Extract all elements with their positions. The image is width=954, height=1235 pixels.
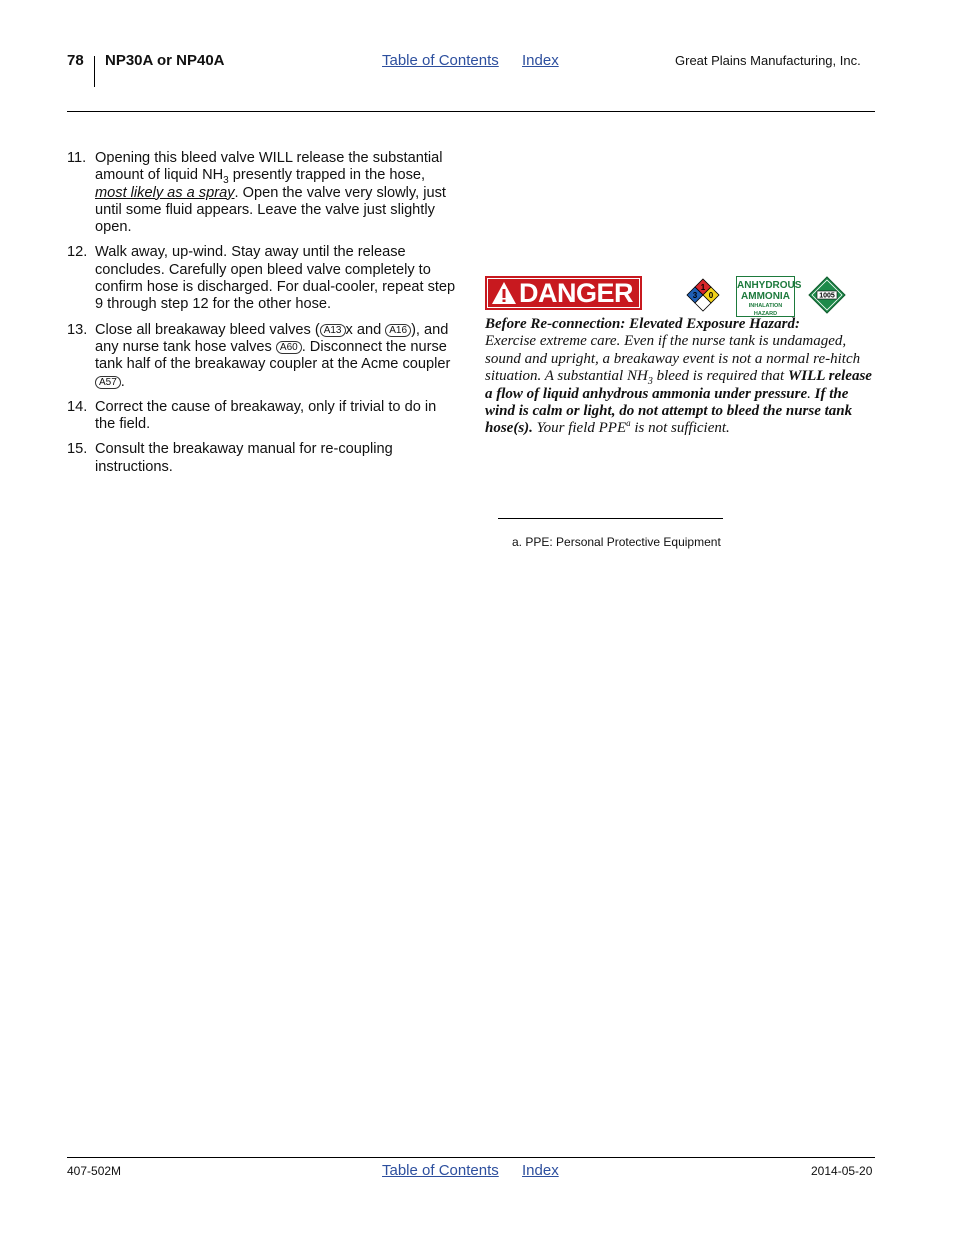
step-number: 15.: [67, 441, 88, 458]
steps-list: [67, 150, 459, 484]
step-text: Walk away, up-wind. Stay away until the release concludes. Carefully open bleed valve completely to confirm hose is discharged. For dual-cooler, repeat step 9 through step 12 for the other hose.: [95, 244, 456, 313]
callout-a60: A60: [276, 341, 302, 354]
warning-triangle-icon: [491, 280, 517, 306]
danger-body: Exercise extreme care. Even if the nurse tank is undamaged, sound and upright, a breakaway event is not a normal re-hitch situation. A substantial $NH_3$ bleed is required that WILL release a flow of liquid anhydrous ammonia under pressure. If the wind is calm or light, do not attempt to bleed the nurse tank hose(s). Your field PPE$^a$ is not sufficient.: [485, 333, 872, 437]
callout-a16: A16: [385, 324, 411, 337]
callout-a13: A13: [320, 324, 346, 337]
anhydrous-ammonia-label: ANHYDROUS AMMONIA INHALATION HAZARD: [736, 276, 795, 317]
header-rule: [67, 111, 875, 112]
step-text: Close all breakaway bleed valves ( A13 x and A16 ), and any nurse tank hose valves A60 . Disconnect the nurse tank half of the breakaway coupler at the Acme coupler A57 .: [95, 321, 451, 390]
footer-rule: [67, 1157, 875, 1158]
page-number: 78: [67, 52, 84, 69]
emphasis: most likely as a spray: [95, 184, 235, 201]
danger-heading: Before Re-connection: Elevated Exposure Hazard:: [485, 316, 800, 332]
hazmat-placard-icon: [808, 276, 846, 314]
step-text: Correct the cause of breakaway, only if trivial to do in the field.: [95, 398, 437, 433]
nfpa-health: 3: [692, 291, 698, 300]
danger-badge: [485, 276, 642, 310]
placard-number: 1005: [819, 292, 835, 300]
footnote-marker: a: [626, 418, 631, 429]
list-item: [67, 399, 459, 434]
document-number: 407-502M: [67, 1164, 122, 1178]
step-number: 11.: [67, 150, 87, 166]
company-name: Great Plains Manufacturing, Inc.: [675, 53, 861, 68]
footer-index-link[interactable]: Index: [522, 1162, 559, 1179]
footnote-rule: [498, 518, 723, 519]
list-item: [67, 322, 459, 391]
publication-date: 2014-05-20: [811, 1164, 873, 1178]
danger-message: [485, 316, 877, 438]
nfpa-diamond-icon: [686, 278, 720, 312]
step-number: 12.: [67, 244, 88, 261]
nfpa-reactivity: 0: [708, 291, 714, 300]
footnote: a. PPE: Personal Protective Equipment: [512, 535, 721, 549]
step-text: Consult the breakaway manual for re-coupling instructions.: [95, 441, 393, 475]
list-item: [67, 441, 459, 476]
callout-a57: A57: [95, 376, 121, 389]
list-item: [67, 244, 459, 313]
step-number: 14.: [67, 398, 88, 415]
step-number: 13.: [67, 321, 88, 338]
nfpa-flammability: 1: [700, 283, 706, 292]
step-text: Opening this bleed valve WILL release the substantial amount of liquid $NH_3$ presently trapped in the hose, most likely as a spray. Open the valve very slowly, just until some fluid appears. Leave the valve just slightly open.: [95, 150, 446, 236]
header-index-link[interactable]: Index: [522, 52, 559, 69]
model-title: NP30A or NP40A: [105, 52, 225, 69]
list-item: [67, 150, 459, 236]
danger-label: DANGER: [519, 277, 634, 308]
footer-toc-link[interactable]: Table of Contents: [382, 1162, 499, 1179]
header-divider: [94, 56, 95, 87]
header-toc-link[interactable]: Table of Contents: [382, 52, 499, 69]
